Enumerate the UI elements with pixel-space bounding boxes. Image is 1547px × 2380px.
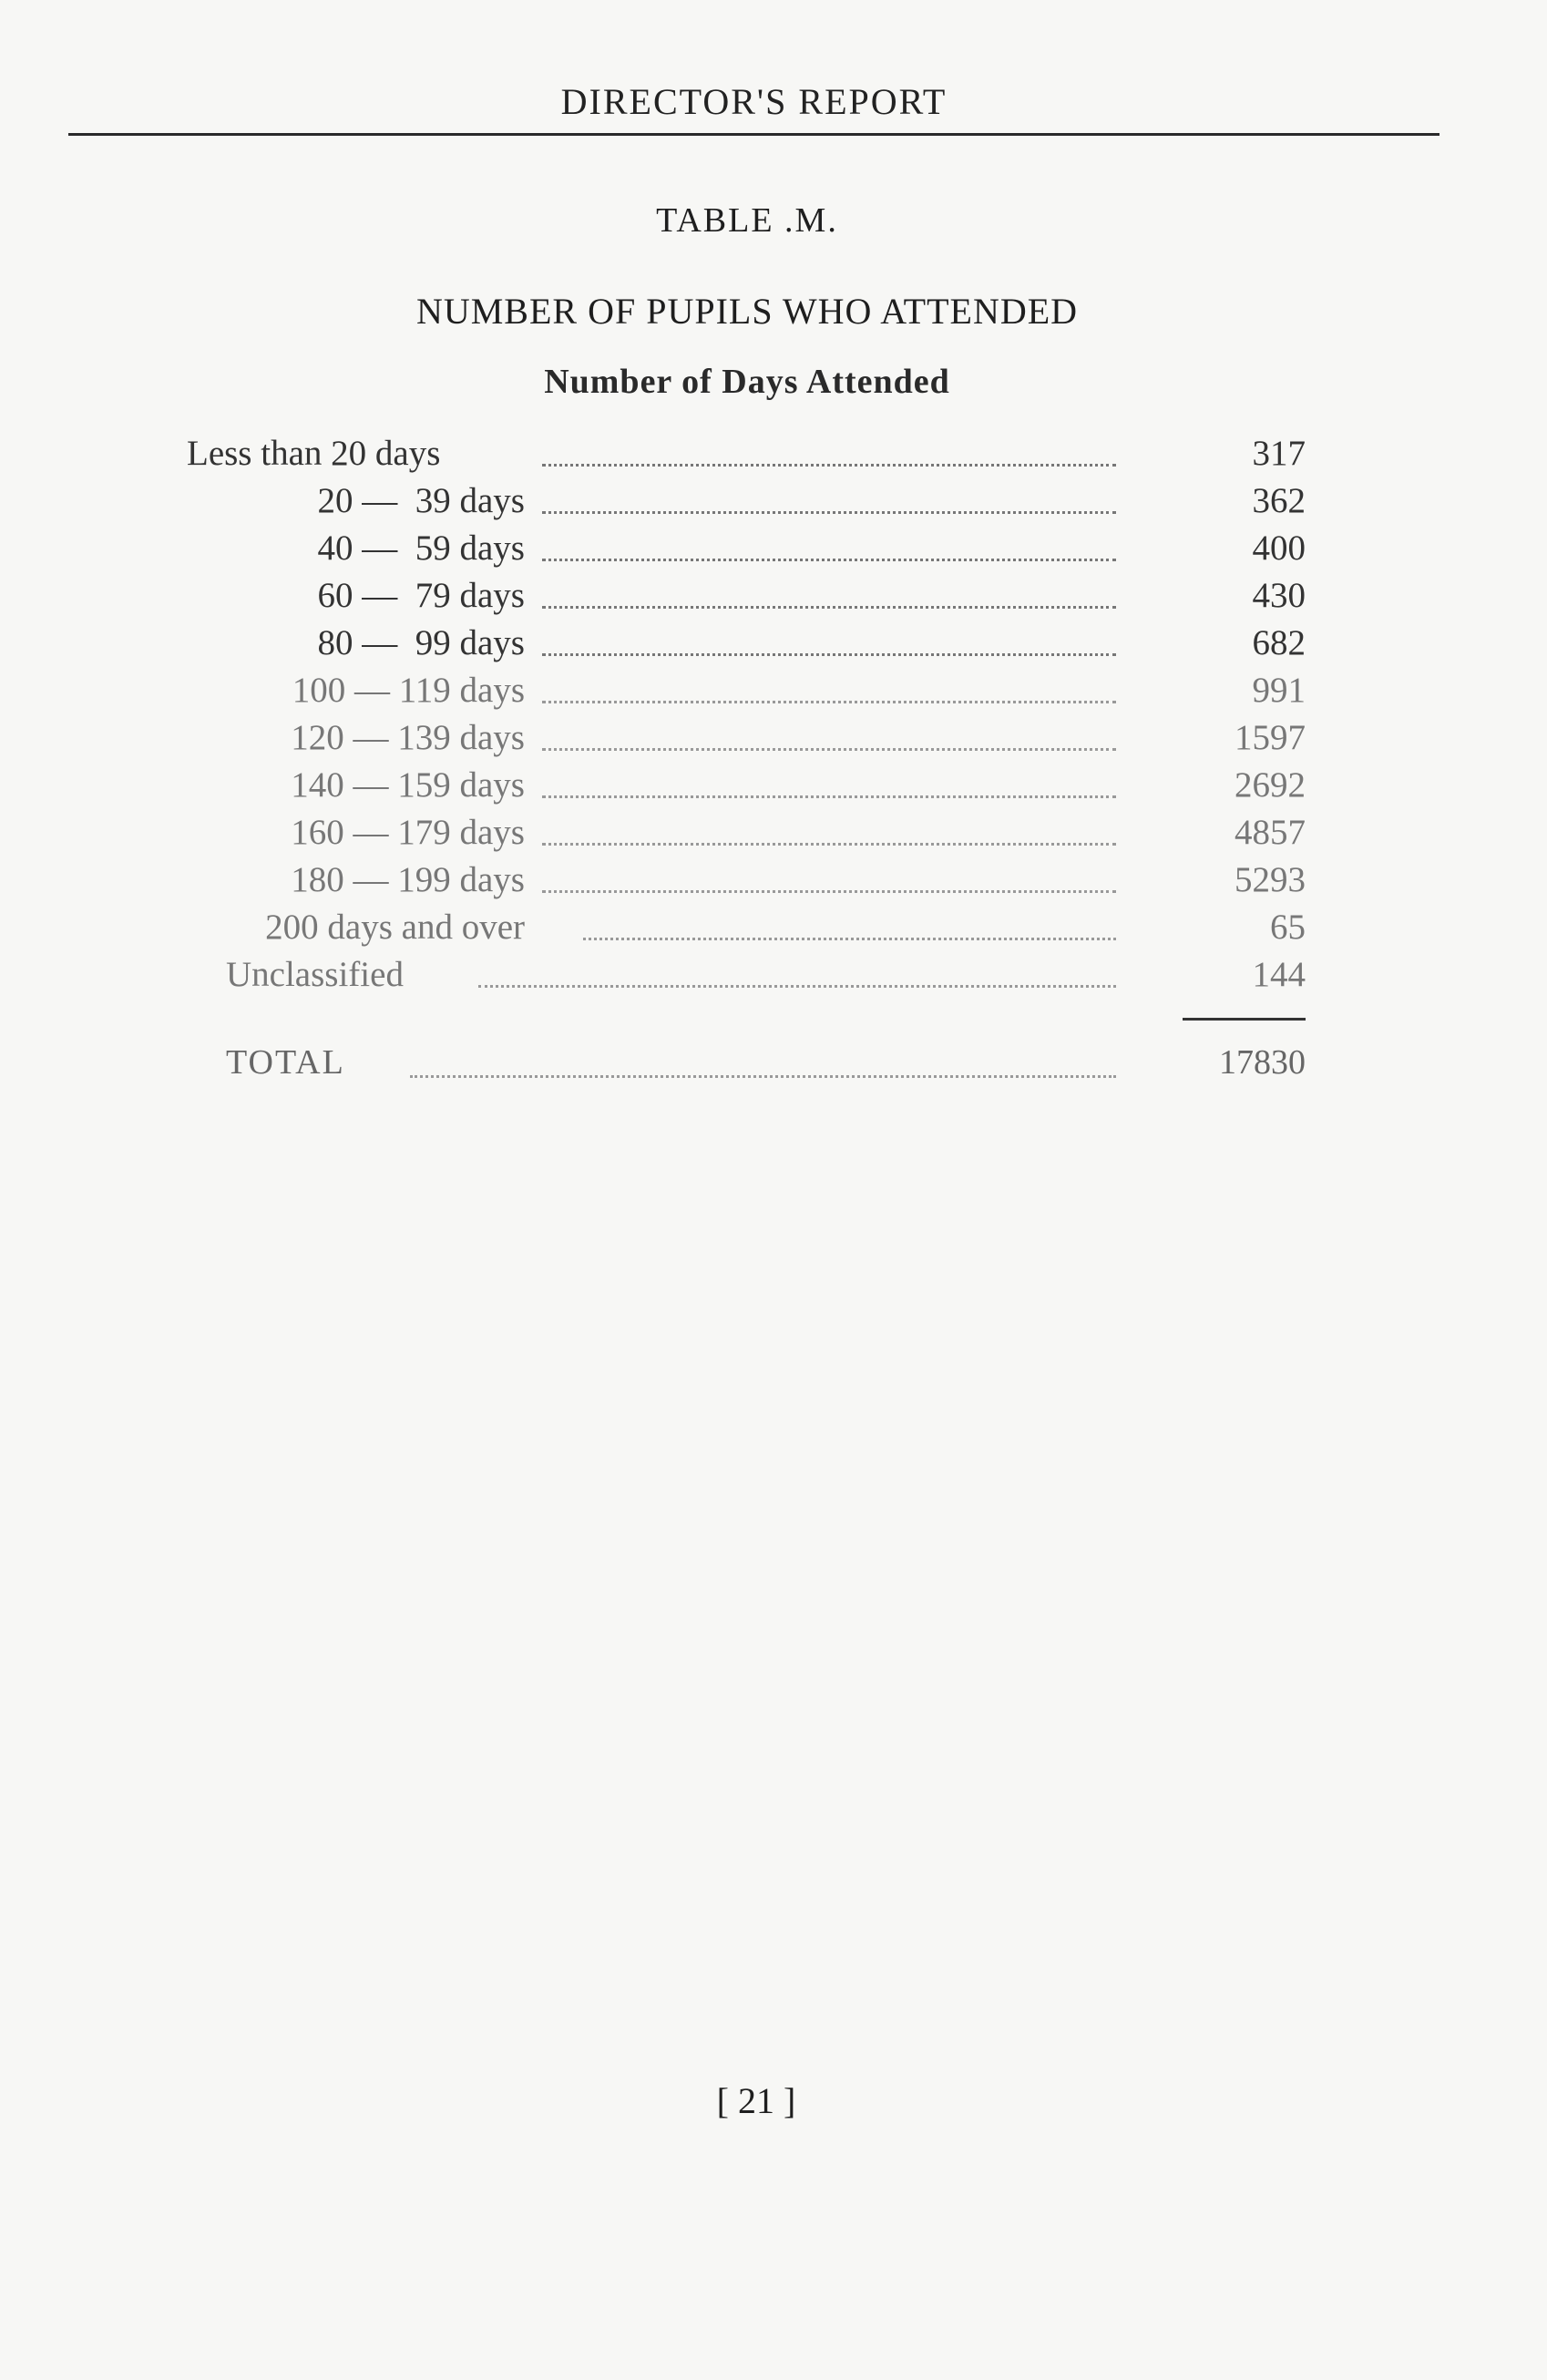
row-label: 40 — 59 days [317,528,525,568]
dot-leader [478,985,1116,988]
table-row [0,528,1547,575]
row-value: 2692 [1235,765,1306,805]
total-value: 17830 [1219,1043,1306,1082]
row-label: 80 — 99 days [317,623,525,662]
row-value: 317 [1252,434,1306,473]
table-row [0,812,1547,859]
table-row [0,622,1547,670]
table-row [0,717,1547,764]
dot-leader [542,511,1116,514]
row-label: 160 — 179 days [291,813,525,852]
table-row [0,954,1547,1001]
row-value: 1597 [1235,718,1306,757]
total-row [0,1042,1547,1090]
row-label: Less than 20 days [187,434,441,473]
table-subtitle: NUMBER OF PUPILS WHO ATTENDED [415,291,1079,332]
table-row [0,575,1547,622]
running-header: DIRECTOR'S REPORT [560,81,948,122]
row-value: 65 [1270,908,1306,947]
row-label: 200 days and over [265,908,525,947]
row-label: 180 — 199 days [291,860,525,899]
page-number: [ 21 ] [716,2080,796,2121]
row-label: 100 — 119 days [292,671,525,710]
total-label: TOTAL [226,1043,345,1082]
table-row [0,859,1547,907]
table-row [0,670,1547,717]
dot-leader [583,938,1116,940]
table-row [0,480,1547,528]
row-label: 20 — 39 days [317,481,525,520]
row-value: 362 [1252,481,1306,520]
dot-leader [542,464,1116,467]
table-title: TABLE .M. [656,201,838,240]
row-label: 140 — 159 days [291,765,525,805]
dot-leader [542,559,1116,561]
row-value: 4857 [1235,813,1306,852]
row-value: 430 [1252,576,1306,615]
row-value: 5293 [1235,860,1306,899]
row-value: 991 [1252,671,1306,710]
table-row [0,907,1547,954]
row-value: 400 [1252,528,1306,568]
dot-leader [542,795,1116,798]
dot-leader [542,843,1116,846]
dot-leader [542,701,1116,703]
row-value: 144 [1252,955,1306,994]
table-row [0,764,1547,812]
total-rule [1183,1018,1306,1021]
row-label: 120 — 139 days [291,718,525,757]
dot-leader [542,748,1116,751]
row-label: Unclassified [226,955,404,994]
table-row [0,433,1547,480]
attendance-table [0,433,1547,1001]
dot-leader [542,653,1116,656]
table-caption: Number of Days Attended [544,363,950,401]
dot-leader [410,1075,1116,1078]
dot-leader [542,606,1116,609]
row-value: 682 [1252,623,1306,662]
row-label: 60 — 79 days [317,576,525,615]
header-rule [68,133,1439,136]
dot-leader [542,890,1116,893]
